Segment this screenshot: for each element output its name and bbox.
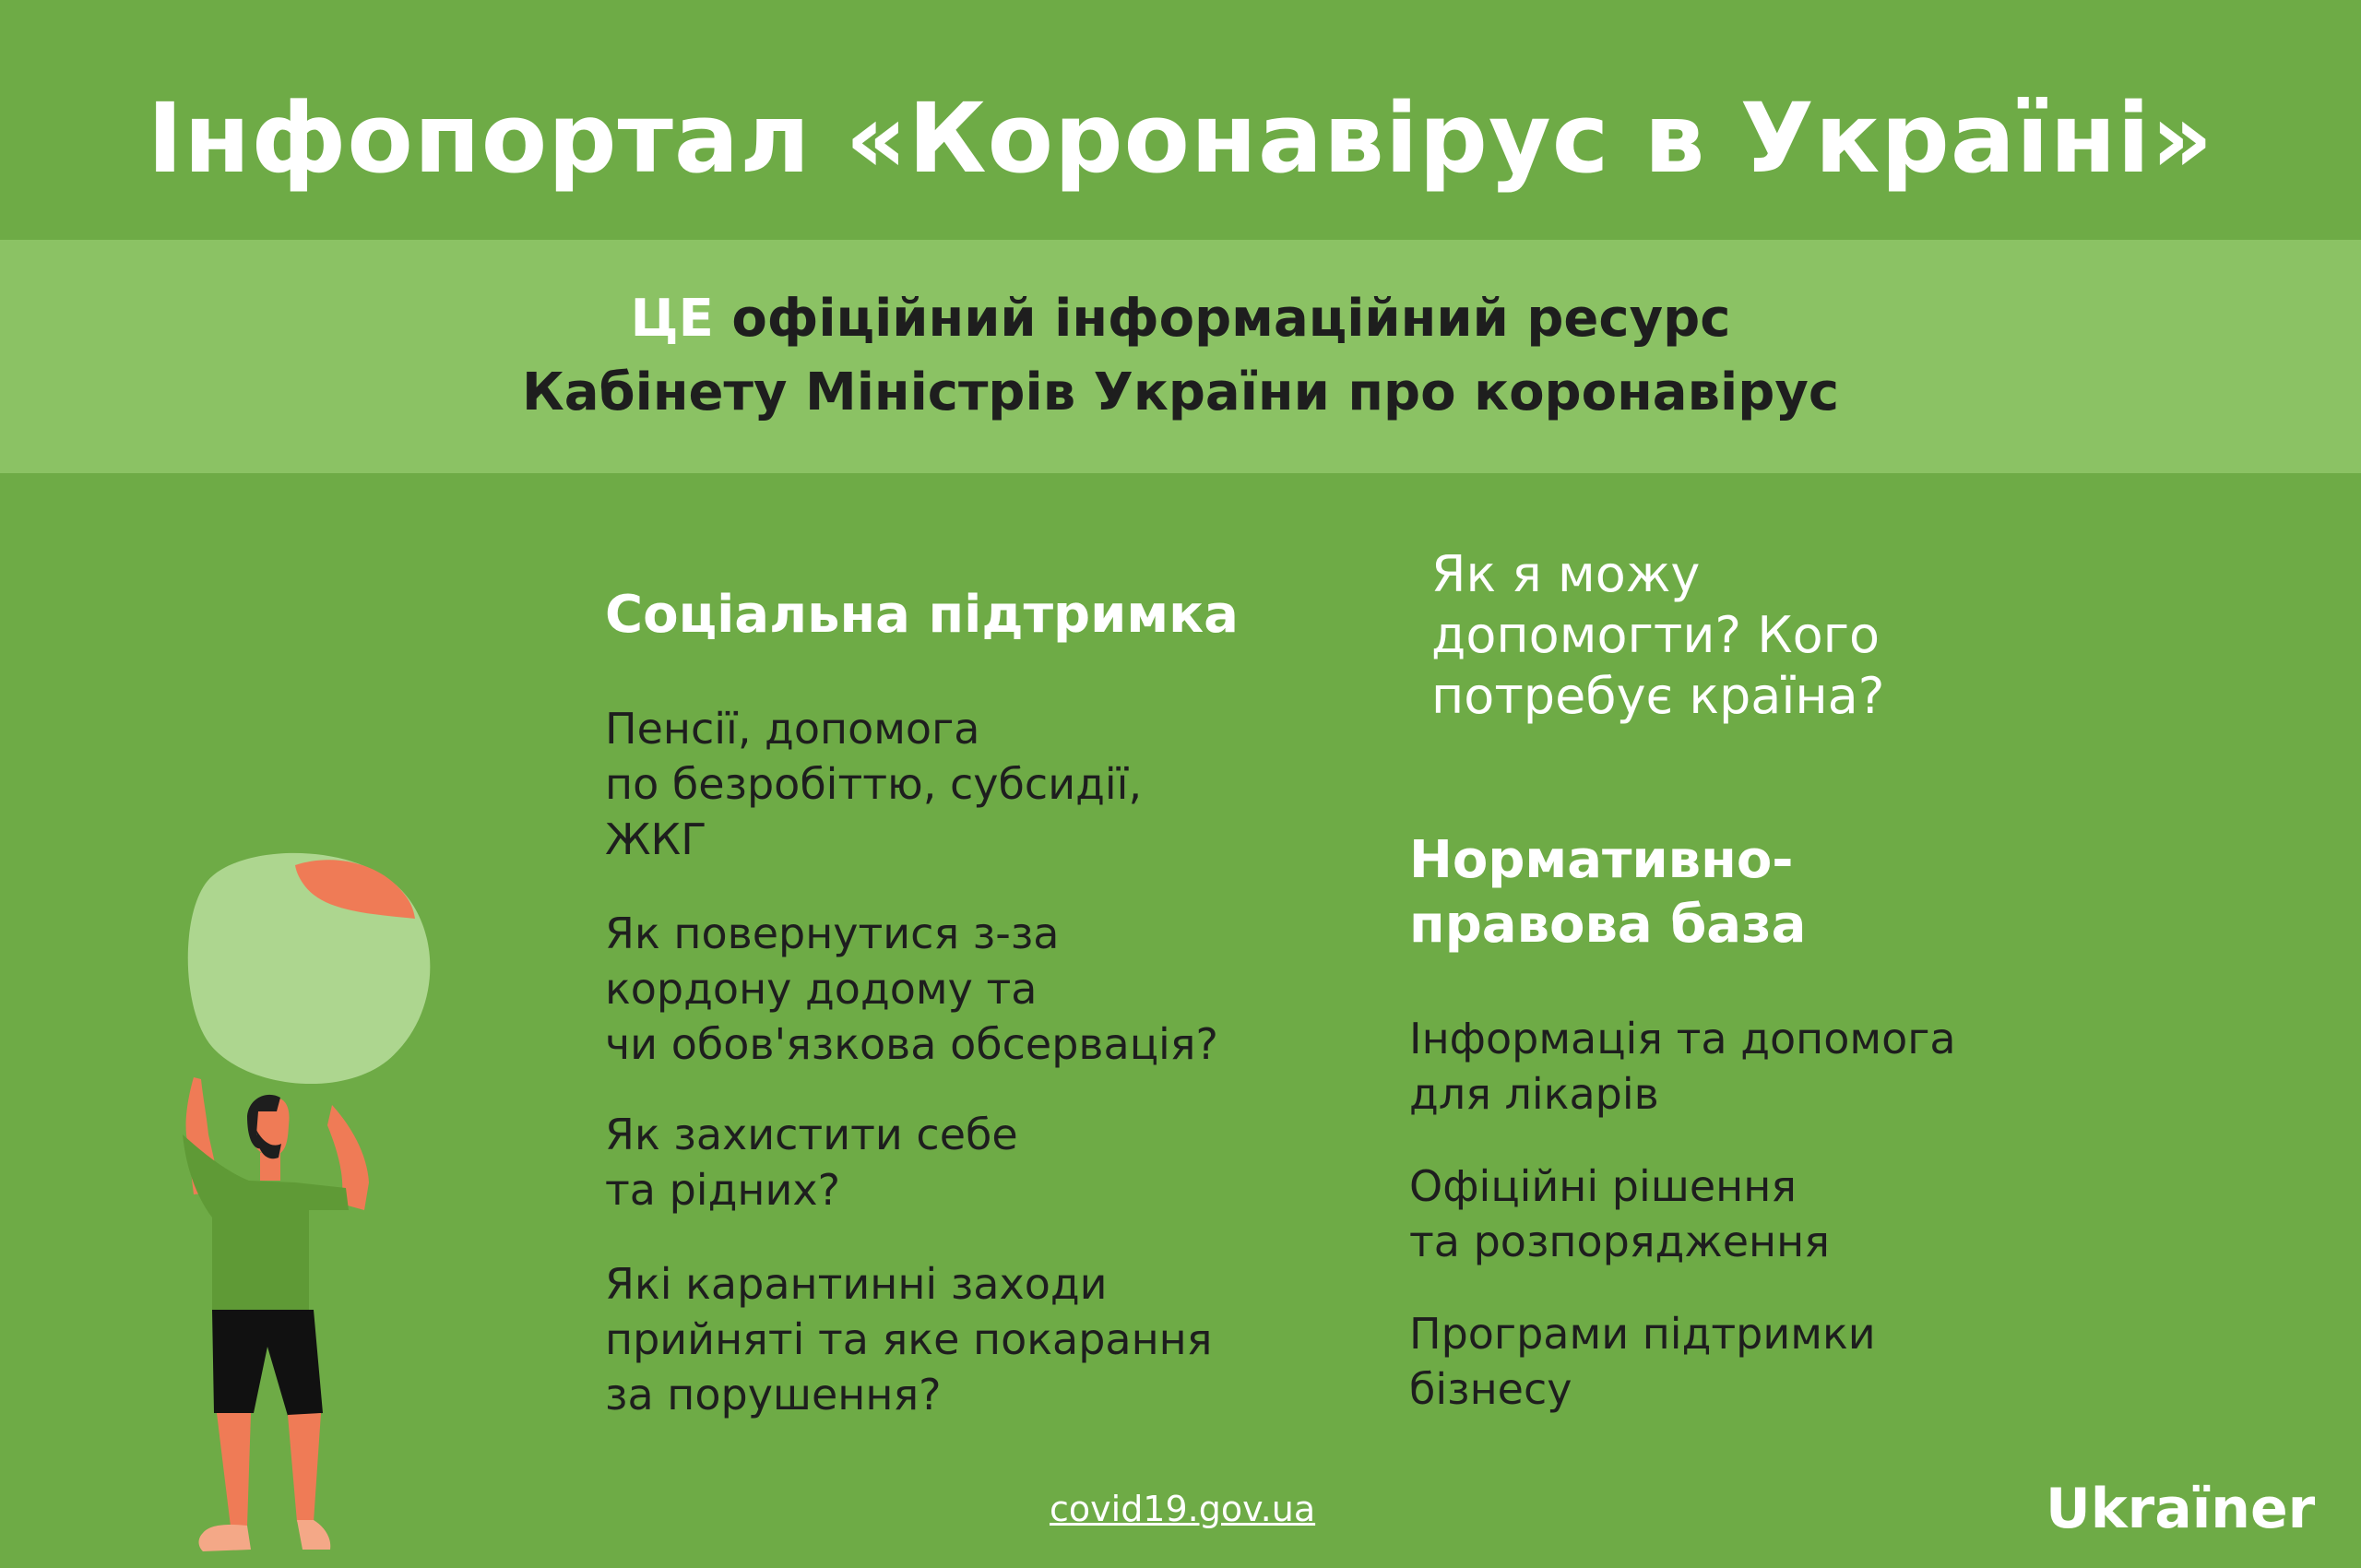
social-support-item[interactable] [605, 1256, 1212, 1422]
item-line: Які карантинні заходи [605, 1259, 1108, 1309]
website-link[interactable]: covid19.gov.ua [1050, 1489, 1316, 1529]
item-line: Офіційні рішення [1409, 1161, 1797, 1211]
question-line: потребує країна? [1431, 667, 1885, 725]
item-line: прийняті та яке покарання [605, 1314, 1213, 1364]
right-leg [288, 1413, 321, 1522]
item-line: чи обов'язкова обсервація? [605, 1019, 1218, 1069]
shorts [212, 1310, 323, 1416]
item-line: Як захистити себе [605, 1110, 1018, 1159]
question-line: допомогти? Кого [1431, 606, 1880, 664]
description-accent: ЦЕ [630, 289, 714, 349]
description-line-1 [0, 282, 2361, 356]
item-line: Як повернутися з-за [605, 909, 1060, 958]
legal-base-item[interactable] [1409, 1158, 1830, 1269]
item-line: Пенсії, допомога [605, 704, 980, 754]
description-text [0, 282, 2361, 430]
item-line: за порушення? [605, 1370, 942, 1420]
item-line: та розпорядження [1409, 1217, 1830, 1266]
description-line-2: Кабінету Міністрів України про коронавірус [521, 362, 1840, 422]
left-leg [217, 1413, 251, 1526]
item-line: та рідних? [605, 1165, 840, 1215]
heading-line: Нормативно- [1409, 830, 1794, 890]
description-line-1-rest: офіційний інформаційний ресурс [713, 289, 1731, 349]
page-title: Інфопортал «Коронавірус в Україні» [147, 82, 2214, 195]
item-line: Інформація та допомога [1409, 1014, 1956, 1063]
question-line: Як я можу [1431, 545, 1701, 603]
legal-base-item[interactable] [1409, 1306, 1876, 1417]
item-line: для лікарів [1409, 1069, 1659, 1119]
item-line: по безробіттю, субсидії, [605, 759, 1143, 809]
right-foot [297, 1520, 330, 1550]
legal-base-heading[interactable] [1409, 828, 1806, 957]
ukrainer-logo: Ukraїner [2046, 1477, 2316, 1541]
social-support-item[interactable] [605, 1107, 1018, 1218]
item-line: ЖКГ [605, 814, 707, 864]
how-can-i-help-link[interactable] [1431, 544, 1884, 727]
item-line: бізнесу [1409, 1364, 1572, 1414]
item-line: кордону додому та [605, 964, 1038, 1014]
social-support-heading[interactable]: Соціальна підтримка [605, 585, 1239, 645]
social-support-item[interactable] [605, 701, 1142, 867]
heading-line: правова база [1409, 895, 1807, 955]
legal-base-item[interactable] [1409, 1011, 1956, 1122]
person-illustration [175, 849, 452, 1568]
social-support-item[interactable] [605, 906, 1218, 1072]
item-line: Програми підтримки [1409, 1309, 1876, 1359]
left-foot [199, 1525, 252, 1551]
